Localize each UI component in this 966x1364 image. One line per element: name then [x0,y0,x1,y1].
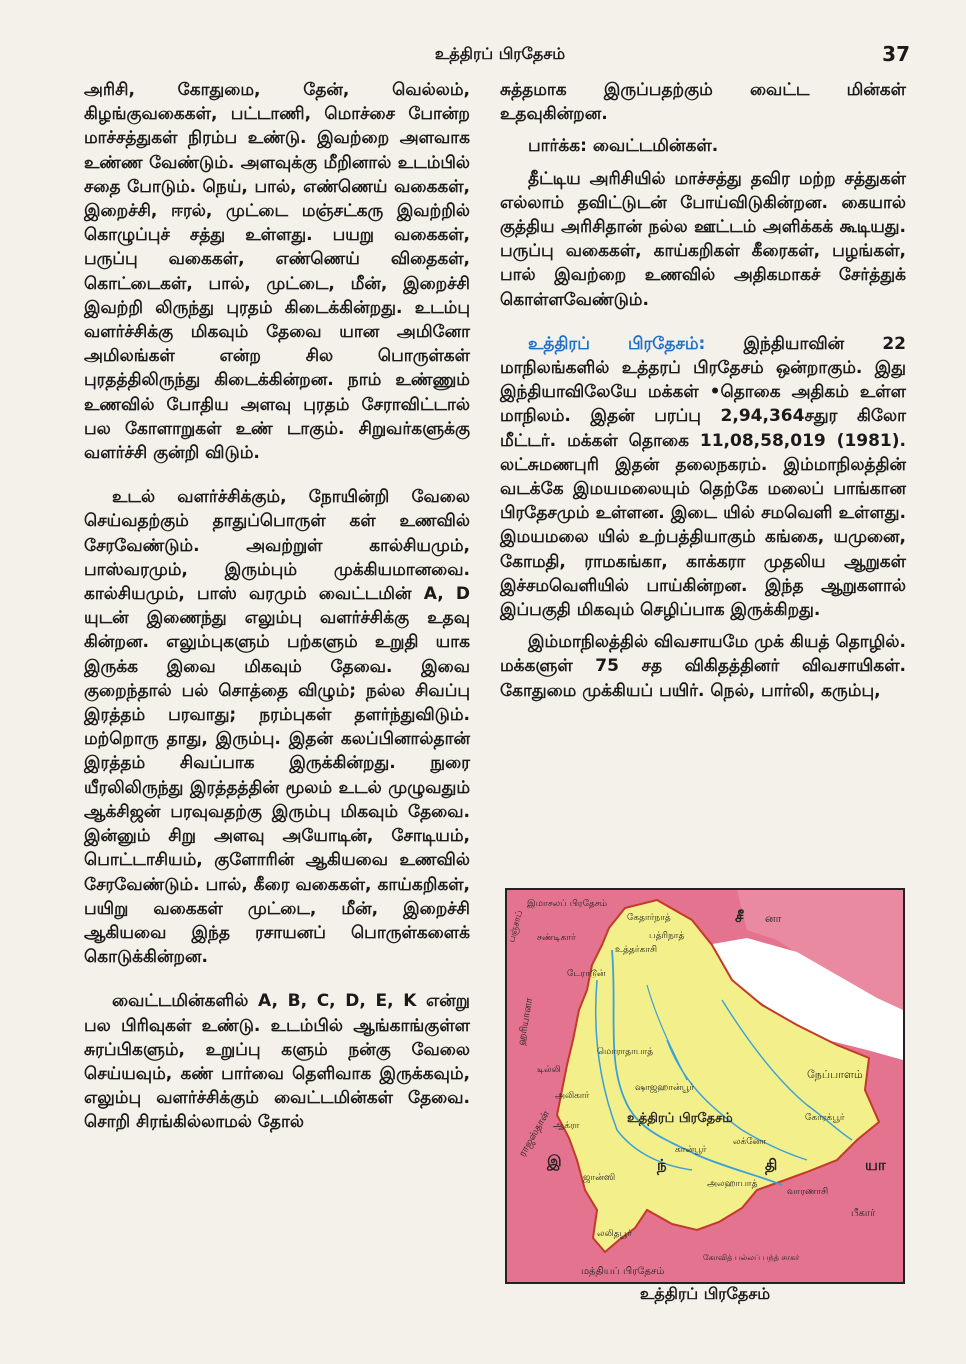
paragraph-continuation: சுத்தமாக இருப்பதற்கும் வைட்ட மின்கள் உதவுகின்றன. [500,80,906,125]
map-label-lalitpur: லலிதபூர் [597,1229,632,1239]
running-head: உத்திரப் பிரதேசம் [434,44,566,63]
left-column [84,78,470,1143]
paragraph-vitamins: வைட்டமின்களில் A, B, C, D, E, K என்று பல பிரிவுகள் உண்டு. உடம்பில் ஆங்காங்குள்ள சுரப்பிகளும், உறுப்பு களும் நன்கு வேலை செய்யவும், கண் பார்வை தெளிவாக இருக்கவும், எலும்பு வளர்ச்சிக்கும் வைட்டமின்கள் தேவை. சொறி சிரங்கில்லாமல் தோல் [84,991,470,1133]
map-label-haryana: ஹரியானா [516,997,536,1047]
map-label-kedarnath: கேதார்நாத் [627,913,671,923]
map-label-mp: மத்தியப் பிரதேசம் [581,1266,665,1277]
map-label-aligarh: அலிகார் [555,1091,590,1101]
map-label-india-i: இ [547,1152,562,1170]
map-label-kanpur: கான்பூர் [675,1145,707,1155]
map-svg [507,890,903,1282]
map-label-bihar: பீகார் [851,1208,876,1219]
paragraph-minerals: உடல் வளர்ச்சிக்கும், நோயின்றி வேலை செய்வதற்கும் தாதுப்பொருள் கள் உணவில் சேரவேண்டும். அவற்றுள் கால்சியமும், பாஸ்வரமும், இரும்பும் முக்கியமானவை. கால்சியமும், பாஸ் வரமும் வைட்டமின் A, D யுடன் இணைந்து எலும்பு வளர்ச்சிக்கு உதவு கின்றன. எலும்புகளும் பற்களும் உறுதி யாக இருக்க இவை மிகவும் தேவை. இவை குறைந்தால் பல் சொத்தை விழும்; நல்ல சிவப்பு இரத்தம் பரவாது; நரம்புகள் தளர்ந்துவிடும். மற்றொரு தாது, இரும்பு. இதன் கலப்பினால்தான் இரத்தம் சிவப்பாக இருக்கின்றது. நுரை யீரலிலிருந்து இரத்தத்தின் மூலம் உடல் முழுவதும் ஆக்சிஜன் பரவுவதற்கு இரும்பு மிகவும் தேவை. இன்னும் சிறு அளவு அயோடின், சோடியம், பொட்டாசியம், குளோரின் ஆகியவை உணவில் சேரவேண்டும். பால், கீரை வகைகள், காய்கறிகள், பயிறு வகைகள் முட்டை, மீன், இறைச்சி ஆகியவை இந்த ரசாயனப் பொருள்களைக் கொடுக்கின்றன. [84,487,470,968]
paragraph-starch-fat-protein: அரிசி, கோதுமை, தேன், வெல்லம், கிழங்குவகைகள், பட்டாணி, மொச்சை போன்ற மாச்சத்துகள் நிரம்ப உண்டு. இவற்றை அளவாக உண்ண வேண்டும். அளவுக்கு மீறினால் உடம்பில் சதை போடும். நெய், பால், எண்ணெய் வகைகள், இறைச்சி, ஈரல், முட்டை மஞ்சட்கரு இவற்றில் கொழுப்புச் சத்து உள்ளது. பயறு வகைகள், பருப்பு வகைகள், எண்ணெய் விதைகள், கொட்டைகள், பால், முட்டை, மீன், இறைச்சி இவற்றி லிருந்து புரதம் கிடைக்கின்றது. உடம்பு வளர்ச்சிக்கு மிகவும் தேவை யான அமினோ அமிலங்கள் என்ற சில பொருள்கள் புரதத்திலிருந்து கிடைக்கின்றன. நாம் உண்ணும் உணவில் போதிய அளவு புரதம் சேராவிட்டால் பல கோளாறுகள் உண் டாகும். சிறுவர்களுக்கு வளர்ச்சி குன்றி விடும். [84,80,470,464]
right-column [500,78,906,711]
map-label-punjab: பஞ்சாப் [507,909,526,944]
map-label-dehradun: டேராடூன் [567,969,606,979]
map-label-state-name: உத்திரப் பிரதேசம் [627,1111,733,1126]
map-label-china-b: னா [765,912,782,925]
section-body: இந்தியாவின் 22 மாநிலங்களில் உத்தரப் பிரதேசம் ஒன்றாகும். இது இந்தியாவிலேயே மக்கள் •தொகை அதிகம் உள்ள மாநிலம். இதன் பரப்பு 2,94,364சதுர கிலோ மீட்டர். மக்கள் தொகை 11,08,58,019 (1981). லட்சுமணபுரி இதன் தலைநகரம். இம்மாநிலத்தின் வடக்கே இமயமலையும் தெற்கே மலைப் பாங்கான பிரதேசமும் உள்ளன. இடை யில் சமவெளி உள்ளது. இமயமலை யில் உற்பத்தியாகும் கங்கை, யமுனை, கோமதி, ராமகங்கா, காக்கரா முதலிய ஆறுகள் இச்சமவெளியில் பாய்கின்றன. இந்த ஆறுகளால் இப்பகுதி மிகவும் செழிப்பாக இருக்கிறது. [500,333,906,621]
map-label-allahabad: அலஹாபாத் [707,1179,758,1189]
page-header [90,44,910,74]
map-label-india-n: ந் [657,1156,667,1174]
map-label-chandigarh: சண்டிகார் [537,933,576,943]
map-label-china-a: சீ [735,908,744,926]
paragraph-rice: தீட்டிய அரிசியில் மாச்சத்து தவிர மற்ற சத்துகள் எல்லாம் தவிட்டுடன் போய்விடுகின்றன. கையால் குத்திய அரிசிதான் நல்ல ஊட்டம் அளிக்கக் கூடியது. பருப்பு வகைகள், காய்கறிகள் கீரைகள், பழங்கள், பால் இவற்றை உணவில் அதிகமாகச் சேர்த்துக் கொள்ளவேண்டும். [500,168,906,310]
map-label-moradabad: மொராதாபாத் [597,1047,654,1057]
map-caption: உத்திரப் பிரதேசம் [639,1284,771,1303]
map-label-rajasthan: ராஜஸ்தான் [517,1109,553,1159]
map-label-india-ya: யா [865,1156,886,1174]
map-label-himachal: இமாசலப் பிரதேசம் [527,899,608,909]
page-number: 37 [882,42,910,66]
see-also-reference: பார்க்க: வைட்டமின்கள். [528,136,719,157]
paragraph-agriculture: இம்மாநிலத்தில் விவசாயமே முக் கியத் தொழில். மக்களுள் 75 சத விகிதத்தினர் விவசாயிகள். கோதுமை முக்கியப் பயிர். நெல், பார்லி, கரும்பு, [500,632,906,701]
map-label-agra: ஆக்ரா [553,1121,580,1131]
map-label-delhi: டில்லி [537,1065,561,1075]
map-label-jhansi: ஜான்ஸி [583,1173,616,1183]
map-label-gorakhpur: கோரக்பூர் [805,1113,845,1123]
section-heading: உத்திரப் பிரதேசம்: [528,333,706,354]
map-label-uttarkashi: உத்தர்காசி [615,945,658,955]
map-label-india-thi: தி [765,1156,778,1174]
paragraph-uttar-pradesh [500,332,906,622]
map-label-lucknow: லக்னோ [733,1137,767,1147]
map-label-varanasi: வாரணாசி [787,1187,829,1197]
map-label-badrinath: பத்ரிநாத் [649,931,685,941]
map-label-shahjahanpur: ஷாஜஹான்பூர் [635,1083,695,1093]
map-label-kovil: கோவித் பல்லப் பந்த் சாகர் [703,1253,800,1262]
map-label-nepal: நேப்பாளம் [807,1068,863,1081]
uttar-pradesh-map [505,888,905,1284]
